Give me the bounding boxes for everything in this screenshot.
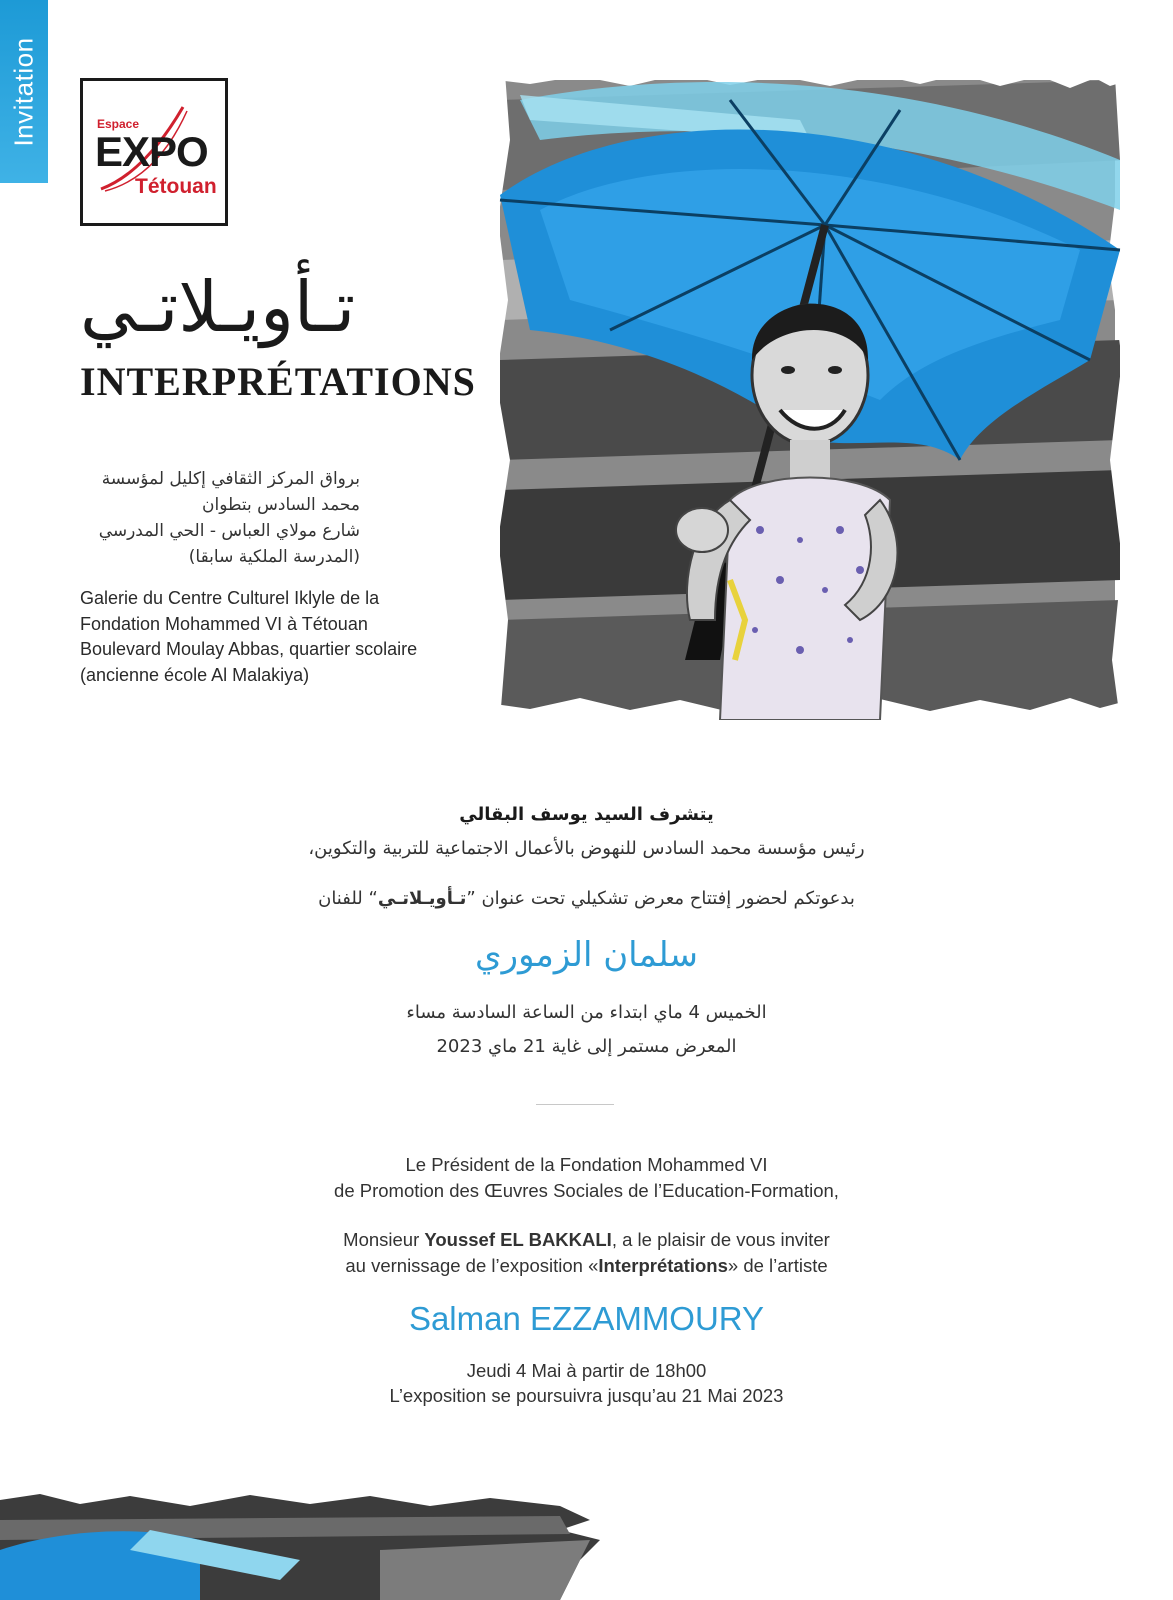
venue-fr-line: (ancienne école Al Malakiya) xyxy=(80,664,310,685)
invite-ar-until: المعرض مستمر إلى غاية 21 ماي 2023 xyxy=(436,1036,737,1057)
artwork-girl-with-umbrella xyxy=(480,60,1130,720)
venue-ar-line: شارع مولاي العباس - الحي المدرسي xyxy=(98,521,360,541)
invite-fr-line4 xyxy=(0,1253,1173,1279)
venue-fr-line: Fondation Mohammed VI à Tétouan xyxy=(80,613,368,634)
invite-fr-line4-after: » de l’artiste xyxy=(727,1255,828,1276)
logo-espace: Espace xyxy=(97,117,140,131)
invite-fr-monsieur: Monsieur xyxy=(343,1229,420,1250)
artist-name-arabic: سلمان الزموري xyxy=(475,935,698,975)
invite-ar-date: الخميس 4 ماي ابتداء من الساعة السادسة مساء xyxy=(406,1002,767,1023)
invitation-tab xyxy=(0,0,48,183)
invite-ar-after: “ للفنان xyxy=(318,888,378,909)
venue-ar-line: (المدرسة الملكية سابقا) xyxy=(188,547,360,567)
title-french: INTERPRÉTATIONS xyxy=(80,359,476,404)
artist-name-french: Salman EZZAMMOURY xyxy=(408,1300,765,1337)
invite-ar-host: يتشرف السيد يوسف البقالي xyxy=(459,804,714,825)
logo-expo: EXPO xyxy=(95,128,208,175)
venue-fr-line: Boulevard Moulay Abbas, quartier scolaire xyxy=(80,639,418,659)
venue-fr-line: Galerie du Centre Culturel Iklyle de la xyxy=(80,588,380,608)
invite-fr-until: L’exposition se poursuivra jusqu’au 21 Mai 2023 xyxy=(389,1385,784,1406)
invite-fr-line3 xyxy=(0,1227,1173,1253)
title-arabic: تـأويـلاتـي xyxy=(80,266,356,348)
invite-fr-date: Jeudi 4 Mai à partir de 18h00 xyxy=(466,1360,707,1381)
invite-fr-line2: de Promotion des Œuvres Sociales de l’Education-Formation, xyxy=(334,1180,839,1201)
invite-fr-after-name: , a le plaisir de vous inviter xyxy=(611,1229,830,1250)
espace-expo-logo xyxy=(80,78,228,226)
logo-city: Tétouan xyxy=(135,175,217,198)
bottom-brush-art xyxy=(0,1490,600,1600)
venue-french xyxy=(80,586,440,688)
invite-ar-line xyxy=(0,886,1173,912)
invite-fr-line4-before: au vernissage de l’exposition « xyxy=(345,1255,599,1276)
divider xyxy=(536,1104,614,1105)
invite-fr-line1: Le Président de la Fondation Mohammed VI xyxy=(405,1154,768,1175)
invite-fr-expo-name: Interprétations xyxy=(598,1255,728,1276)
venue-ar-line: محمد السادس بتطوان xyxy=(201,495,360,515)
venue-arabic xyxy=(80,466,360,570)
invite-ar-title: تـأويـلاتـي xyxy=(377,888,467,909)
invite-fr-host-name: Youssef EL BAKKALI xyxy=(424,1229,612,1250)
invitation-tab-label: Invitation xyxy=(8,37,39,147)
invite-ar-before: بدعوتكم لحضور إفتتاح معرض تشكيلي تحت عنوان ” xyxy=(466,888,855,909)
invite-ar-position: رئيس مؤسسة محمد السادس للنهوض بالأعمال الاجتماعية للتربية والتكوين، xyxy=(308,838,865,859)
venue-ar-line: برواق المركز الثقافي إكليل لمؤسسة xyxy=(101,469,360,489)
